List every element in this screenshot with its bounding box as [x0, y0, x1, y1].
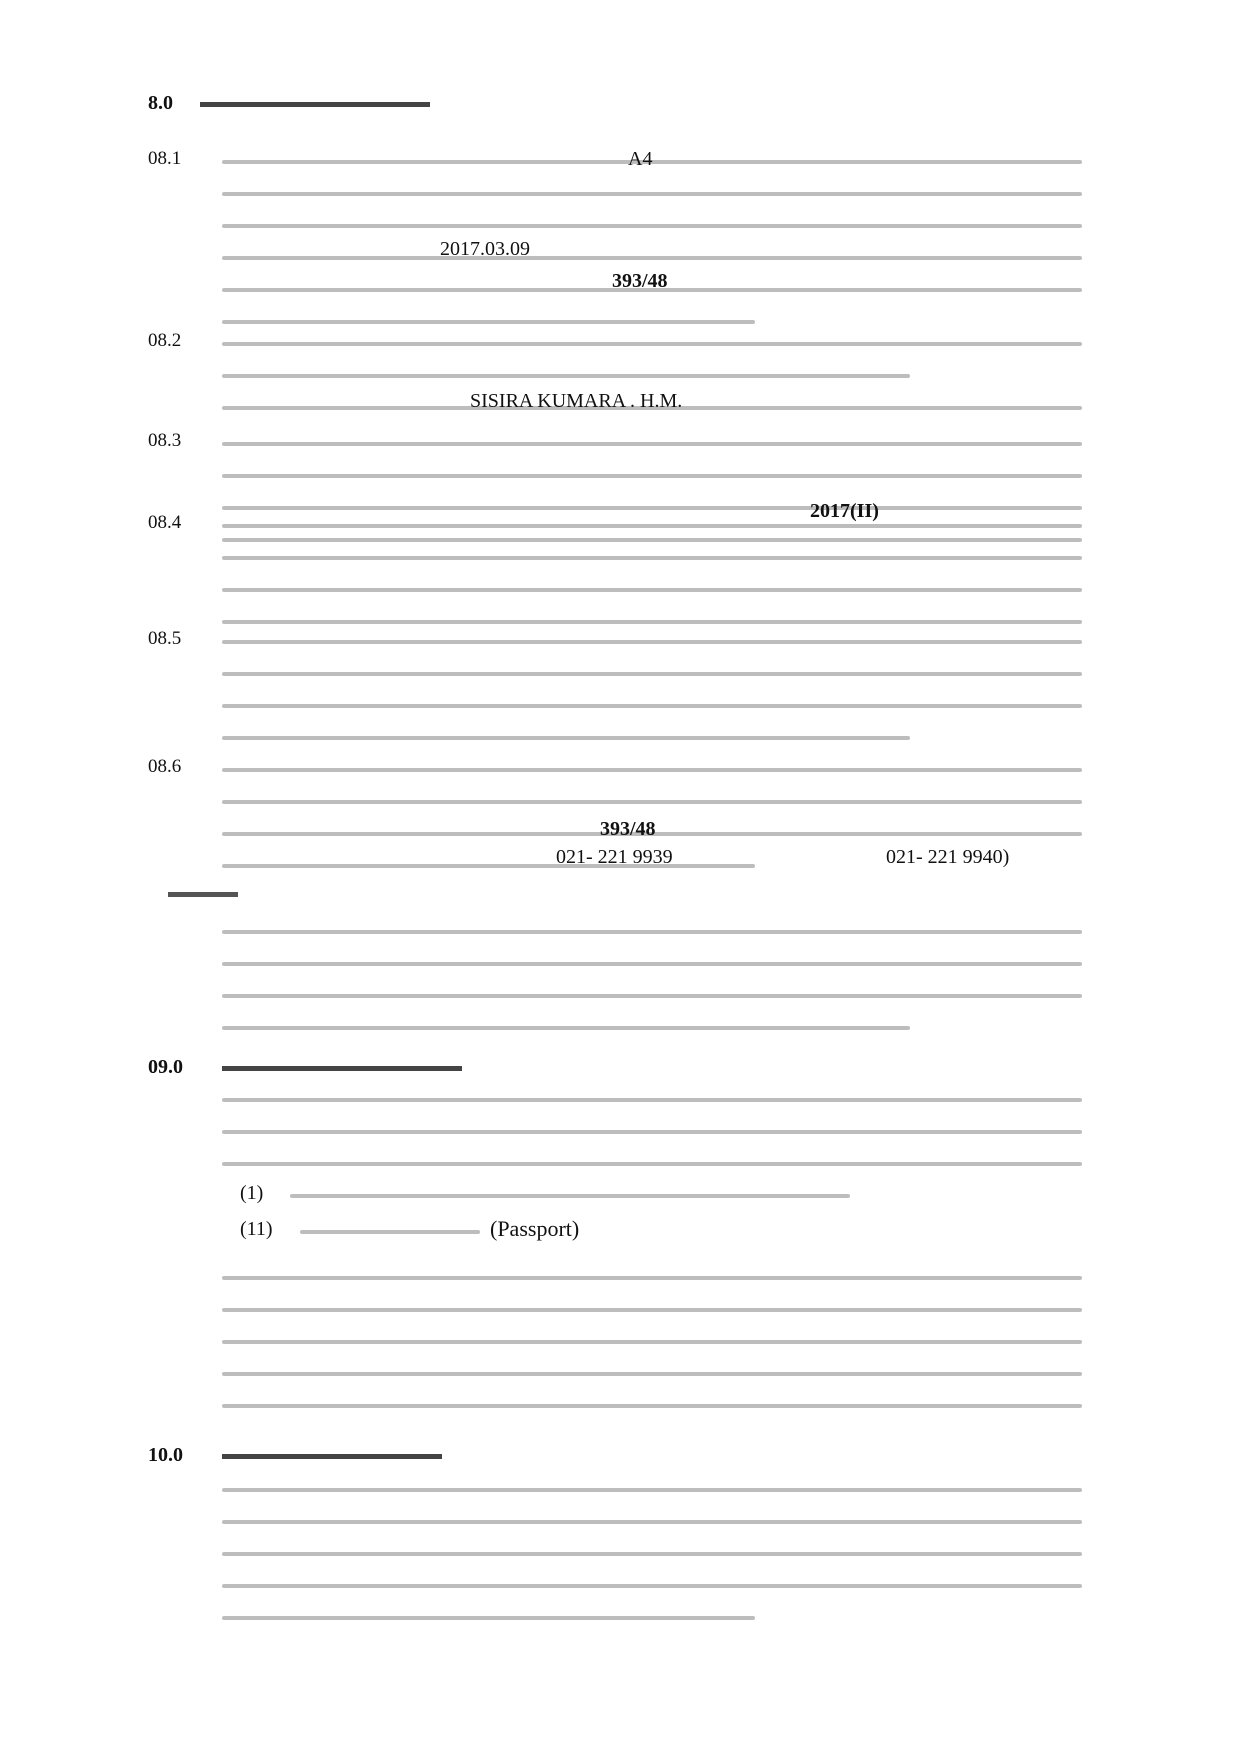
section-9-title — [222, 1066, 462, 1071]
item-08-2-number: 08.2 — [148, 330, 182, 351]
list-item-2-text — [300, 1230, 480, 1234]
address-number-08-6: 393/48 — [600, 818, 656, 840]
example-name: SISIRA KUMARA . H.M. — [470, 390, 683, 412]
address-number-08-1: 393/48 — [612, 270, 668, 292]
item-08-3-number: 08.3 — [148, 430, 182, 451]
list-item-1-number: (1) — [240, 1182, 264, 1204]
section-9-number: 09.0 — [148, 1056, 183, 1078]
a4-size: A4 — [628, 148, 653, 170]
phone-number: 021- 221 9939 — [556, 846, 673, 868]
section-10-number: 10.0 — [148, 1444, 183, 1466]
section-10-title — [222, 1454, 442, 1459]
item-08-1-number: 08.1 — [148, 148, 182, 169]
list-item-1-text — [290, 1194, 850, 1198]
fax-number: 021- 221 9940) — [886, 846, 1010, 868]
section-8-title — [200, 102, 430, 107]
section-10-text — [222, 1488, 1082, 1648]
item-08-6-number: 08.6 — [148, 756, 182, 777]
item-08-4-text — [222, 524, 1082, 652]
list-item-2-number: (11) — [240, 1218, 273, 1240]
note-label — [168, 892, 238, 897]
item-08-5-number: 08.5 — [148, 628, 182, 649]
item-08-4-number: 08.4 — [148, 512, 182, 533]
item-08-5-text — [222, 640, 1082, 768]
exam-year: 2017(II) — [810, 500, 879, 522]
section-9-followup-text — [222, 1276, 1082, 1436]
section-9-text — [222, 1098, 1082, 1194]
note-text — [222, 930, 1082, 1058]
section-8-number: 8.0 — [148, 92, 173, 114]
item-08-1-text — [222, 160, 1082, 352]
closing-date: 2017.03.09 — [440, 238, 530, 260]
passport-label: (Passport) — [490, 1216, 580, 1241]
